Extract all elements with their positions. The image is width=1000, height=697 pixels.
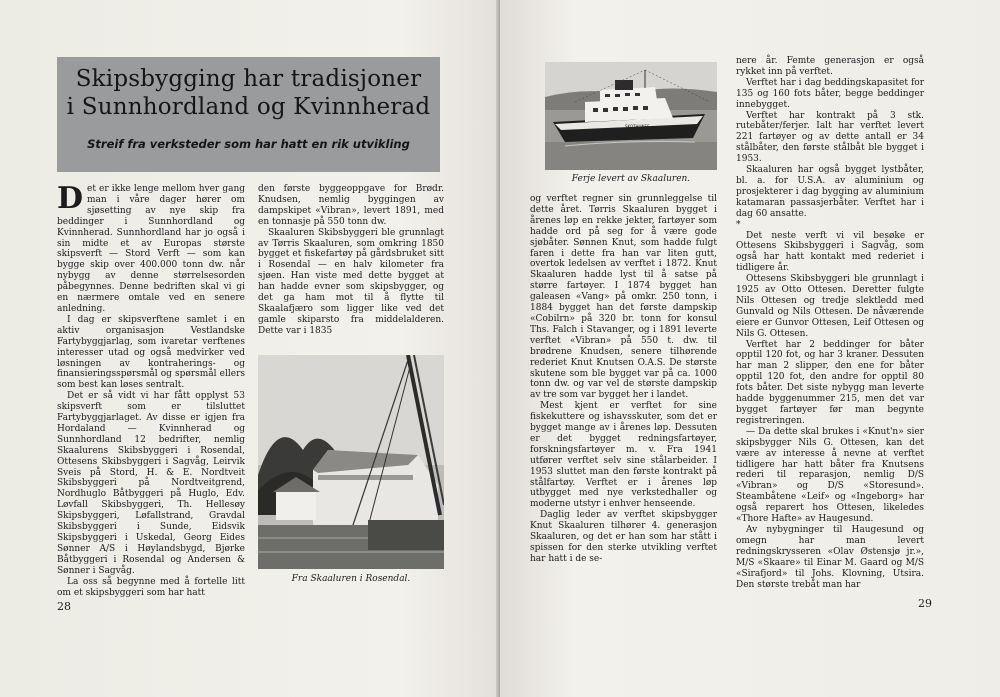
title-line-1: Skipsbygging har tradisjoner: [75, 66, 422, 92]
paragraph: I dag er skipsverftene samlet i en aktiv organisasjon Vestlandske Fartybyggjarlag, som ivaretar verftenes interesser utad og også medvirker ved løsningen av kontraherings- og finansieringsspørsmål og spørsmål ellers som best kan løses sentralt.: [57, 314, 245, 391]
shipyard-illustration: [258, 355, 444, 569]
paragraph: Mest kjent er verftet for sine fiskekuttere og ishavsskuter, som det er bygget mange av i årenes løp. Dessuten er det bygget redningsfartøyer, forskningsfartøyer m. v. Fra 1941 utfører verftet selv sine stålarbeider. I 1953 sluttet man den første kontrakt på stålfartøy. Verftet er i årenes løp utbygget med nye verkstedhaller og moderne utstyr i enhver henseende.: [530, 401, 717, 510]
ferry-photo: [545, 62, 717, 170]
page-number-left: 28: [57, 600, 71, 613]
paragraph: Ottesens Skibsbyggeri ble grunnlagt i 1925 av Otto Ottesen. Deretter fulgte Nils Ottesen og tredje slektledd med Gunvald og Nils Ottesen. De nåværende eiere er Gunvor Ottesen, Leif Ottesen og Nils G. Ottesen.: [736, 274, 924, 339]
ferry-photo-caption: Ferje levert av Skaaluren.: [571, 174, 691, 184]
paragraph: — Da dette skal brukes i «Knut'n» sier skipsbygger Nils G. Ottesen, kan det være av interesse å nevne at verftet tidligere har hatt båter fra Knutsens rederi til reparasjon, nemlig D/S «Vibran» og D/S «Storesund». Steambåtene «Leif» og «Ingeborg» har også reparert hos Ottesen, likeledes «Thore Hafte» av Haugesund.: [736, 426, 924, 525]
paragraph: den første byggeoppgave for Brødr. Knudsen, nemlig byggingen av dampskipet «Vibran», levert 1891, med en tonnasje på 550 tonn dw.: [258, 184, 444, 227]
right-page: [500, 0, 1000, 697]
drop-cap: D: [57, 181, 84, 216]
page-number-right: 29: [918, 597, 932, 610]
paragraph: Skaaluren har også bygget lystbåter, bl. a. for U.S.A. av aluminium og prosjekterer i dag bygging av aluminium katamaran passasjerbåter. Verftet har i dag 60 ansatte.: [736, 165, 924, 219]
paragraph: Daglig leder av verftet skipsbygger Knut Skaaluren tilhører 4. generasjon Skaaluren, og det er han som har stått i spissen for den sterke utvikling verftet har hatt i de se-: [530, 510, 717, 564]
paragraph: Verftet har kontrakt på 3 stk. rutebåter/ferjer. Ialt har verftet levert 221 fartøyer og av dette antall er 34 stålbåter, den første stålbåt ble bygget i 1953.: [736, 110, 924, 165]
ferry-illustration: [545, 62, 717, 170]
paragraph: Verftet har 2 beddinger for båter opptil 120 fot, og har 3 kraner. Dessuten har man 2 slipper, den ene for båter opptil 120 fot, den andre for opptil 80 fots båter. Det siste nybygg man leverte hadde byggenummer 215, men det var bygget fartøyer før man begynte registreringen.: [736, 339, 924, 426]
title-line-2: i Sunnhordland og Kvinnherad: [66, 94, 431, 120]
article-title: [57, 65, 440, 121]
paragraph: nere år. Femte generasjon er også rykket inn på verftet.: [736, 56, 924, 77]
paragraph: Skaaluren Skibsbyggeri ble grunnlagt av Tørris Skaaluren, som omkring 1850 bygget et fiskefartøy på gårdsbruket sitt i Rosendal — en halv kilometer fra sjøen. Han viste med dette bygget at han hadde evner som skipsbygger, og det ga ham mot til å flytte til Skaalafjæro som ligger like ved det gamle skiparsto fra middelalderen. Dette var i 1835: [258, 227, 444, 336]
right-column-1: [530, 194, 717, 565]
section-divider: *: [736, 219, 741, 230]
shipyard-photo-caption: Fra Skaaluren i Rosendal.: [291, 574, 411, 584]
article-subtitle: Streif fra verksteder som har hatt en rik utvikling: [87, 137, 410, 151]
shipyard-photo: [258, 355, 444, 569]
paragraph: La oss så begynne med å fortelle litt om et skipsbyggeri som har hatt: [57, 576, 245, 598]
paragraph: [57, 181, 245, 315]
paragraph: Av nybygninger til Haugesund og omegn har man levert redningskrysseren «Olav Østensjø jr.», M/S «Skaare» til Einar M. Gaard og M/S «Sirafjord» til Johs. Klovning, Utsira. Den største trebåt man har: [736, 524, 924, 590]
title-banner: [57, 57, 440, 172]
paragraph: Verftet har i dag beddingskapasitet for 135 og 160 fots båter, begge beddinger innebygget.: [736, 77, 924, 110]
paragraph: Det er så vidt vi har fått opplyst 53 skipsverft som er tilsluttet Fartybyggjarlaget. Av disse er igjen fra Hordaland — Kvinnherad og Sunnhordland 12 bedrifter, nemlig Skaalurens Skibsbyggeri i Rosendal, Ottesens Skibsbyggeri i Sagvåg, Leirvik Sveis på Stord, H. & E. Nordtveit Skibsbyggeri på Nordtveitgrend, Nordhuglo Båtbyggeri på Huglo, Edv. Løvfall Skibsbyggeri, Th. Hellesøy Skipsbyggeri, Løfallstrand, Gravdal Skibsbyggeri i Sunde, Eidsvik Skipsbyggeri i Uskedal, Georg Eides Sønner A/S i Høylandsbygd, Bjørke Båtbyggeri i Rosendal og Andersen & Sønner i Sagvåg.: [57, 391, 245, 576]
paragraph: og verftet regner sin grunnleggelse til dette året. Tørris Skaaluren bygget i årenes løp en rekke jekter, fartøyer som hadde ord på seg for å være gode sjøbåter. Sønnen Knut, som hadde fulgt faren i dette fra han var liten gutt, overtok ledelsen av verftet i 1872. Knut Skaaluren hadde lyst til å satse på større fartøyer. I 1874 bygget han galeasen «Vang» på omkr. 250 tonn, i 1884 bygget han det første dampskip «Cobilrn» på 320 br. tonn for konsul Ths. Falch i Stavanger, og i 1891 leverte verftet «Vibran» på 550 t. dw. til brødrene Knudsen, senere tilhørende rederiet Knut Knutsen O.A.S. De største skutene som ble bygget var på ca. 1000 tonn dw. og var vel de største dampskip av tre som var bygget her i landet.: [530, 194, 717, 401]
ship-name: SKOTHUNES: [625, 124, 650, 129]
left-column-1: [57, 181, 245, 598]
left-column-2: [258, 184, 444, 337]
paragraph-text: et er ikke lenge mellom hver gang man i våre dager hører om sjøsetting av nye skip fra beddinger i Sunnhordland og Kvinnherad. Sunnhordland har jo også i sin midte et av Europas største skipsverft — Stord Verft — som kan bygge skip over 400.000 tonn dw. når nybygg av denne størrelsesorden påbegynnes. Denne bedriften skal vi gi en nærmere omtale ved en senere anledning.: [57, 184, 245, 314]
paragraph: Det neste verft vi vil besøke er Ottesens Skibsbyggeri i Sagvåg, som også har hatt kontakt med rederiet i tidligere år.: [736, 230, 924, 274]
right-column-2: [736, 56, 924, 590]
